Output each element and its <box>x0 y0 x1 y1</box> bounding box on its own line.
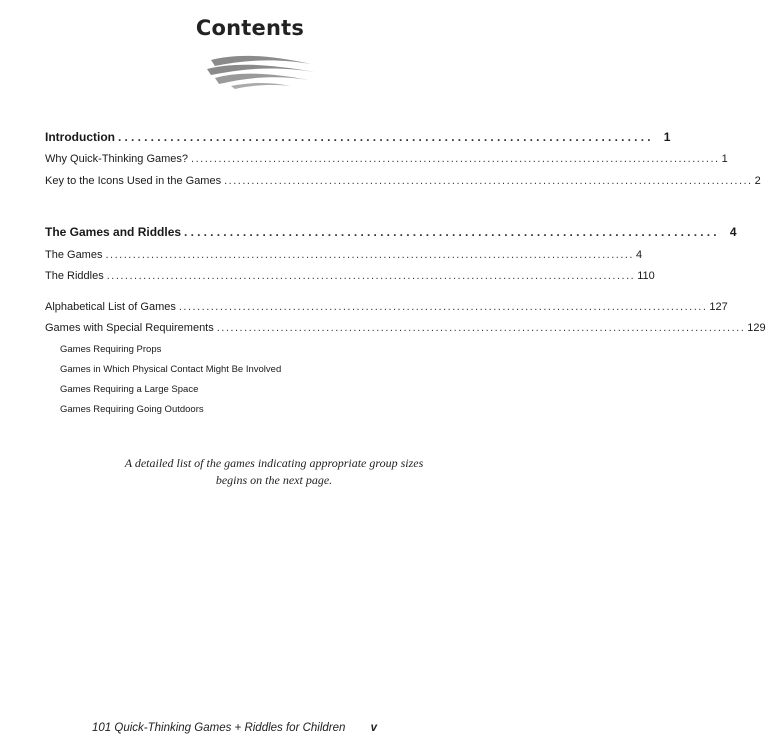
leader-dots: .................................................................................................................... <box>224 175 753 187</box>
toc-entry-the-games[interactable] <box>45 248 643 262</box>
footer-page-number: v <box>370 722 378 734</box>
leader-dots: .................................................................................................................... <box>178 301 708 313</box>
toc-page-number: 4 <box>729 225 737 239</box>
toc-entry-label: Games with Special Requirements <box>45 322 214 334</box>
leader-dots: .................................................................................................................... <box>105 249 634 261</box>
toc-entry-introduction[interactable] <box>45 130 671 144</box>
toc-entry-label: Why Quick-Thinking Games? <box>45 153 189 165</box>
decorative-swoosh-ornament <box>205 52 317 90</box>
note-line-2: begins on the next page. <box>215 473 333 487</box>
page-title: Contents <box>195 16 305 40</box>
toc-subentry-physical-contact[interactable]: Games in Which Physical Contact Might Be Involved <box>60 364 282 375</box>
toc-entry-key-to-icons[interactable] <box>45 174 761 188</box>
toc-page-number: 1 <box>663 130 671 144</box>
toc-entry-why-quick-thinking-games[interactable] <box>45 152 728 166</box>
toc-page-number: 4 <box>635 249 643 261</box>
leader-dots: .................................................................................................................... <box>191 153 720 165</box>
leader-dots: .................................................................................................................... <box>216 322 746 334</box>
toc-entry-label: The Games <box>45 249 103 261</box>
toc-entry-label: Key to the Icons Used in the Games <box>45 175 222 187</box>
toc-subentry-props[interactable]: Games Requiring Props <box>60 344 162 355</box>
toc-page-number: 110 <box>637 270 655 282</box>
toc-entry-special-requirements[interactable] <box>45 321 766 335</box>
toc-entry-label: Introduction <box>45 130 115 144</box>
leader-dots: .................................................................................. <box>117 130 654 144</box>
toc-entry-label: The Riddles <box>45 270 104 282</box>
leader-dots: .................................................................................................................... <box>106 270 636 282</box>
footer-book-title: 101 Quick-Thinking Games + Riddles for Children <box>92 722 346 734</box>
note-line-1: A detailed list of the games indicating appropriate group sizes <box>124 456 424 470</box>
toc-entry-alphabetical-list[interactable] <box>45 300 728 314</box>
toc-page-number: 129 <box>747 322 766 334</box>
toc-entry-label: The Games and Riddles <box>45 225 182 239</box>
leader-dots: .................................................................................. <box>184 225 720 239</box>
toc-entry-games-and-riddles[interactable] <box>45 225 737 239</box>
page-footer <box>92 722 377 734</box>
toc-entry-label: Alphabetical List of Games <box>45 301 176 313</box>
toc-page-number: 2 <box>754 175 761 187</box>
toc-subentry-large-space[interactable]: Games Requiring a Large Space <box>60 384 199 395</box>
toc-entry-the-riddles[interactable] <box>45 269 655 283</box>
group-size-note <box>0 455 500 489</box>
toc-page-number: 127 <box>709 301 728 313</box>
toc-page-number: 1 <box>721 153 728 165</box>
toc-subentry-outdoors[interactable]: Games Requiring Going Outdoors <box>60 404 204 415</box>
